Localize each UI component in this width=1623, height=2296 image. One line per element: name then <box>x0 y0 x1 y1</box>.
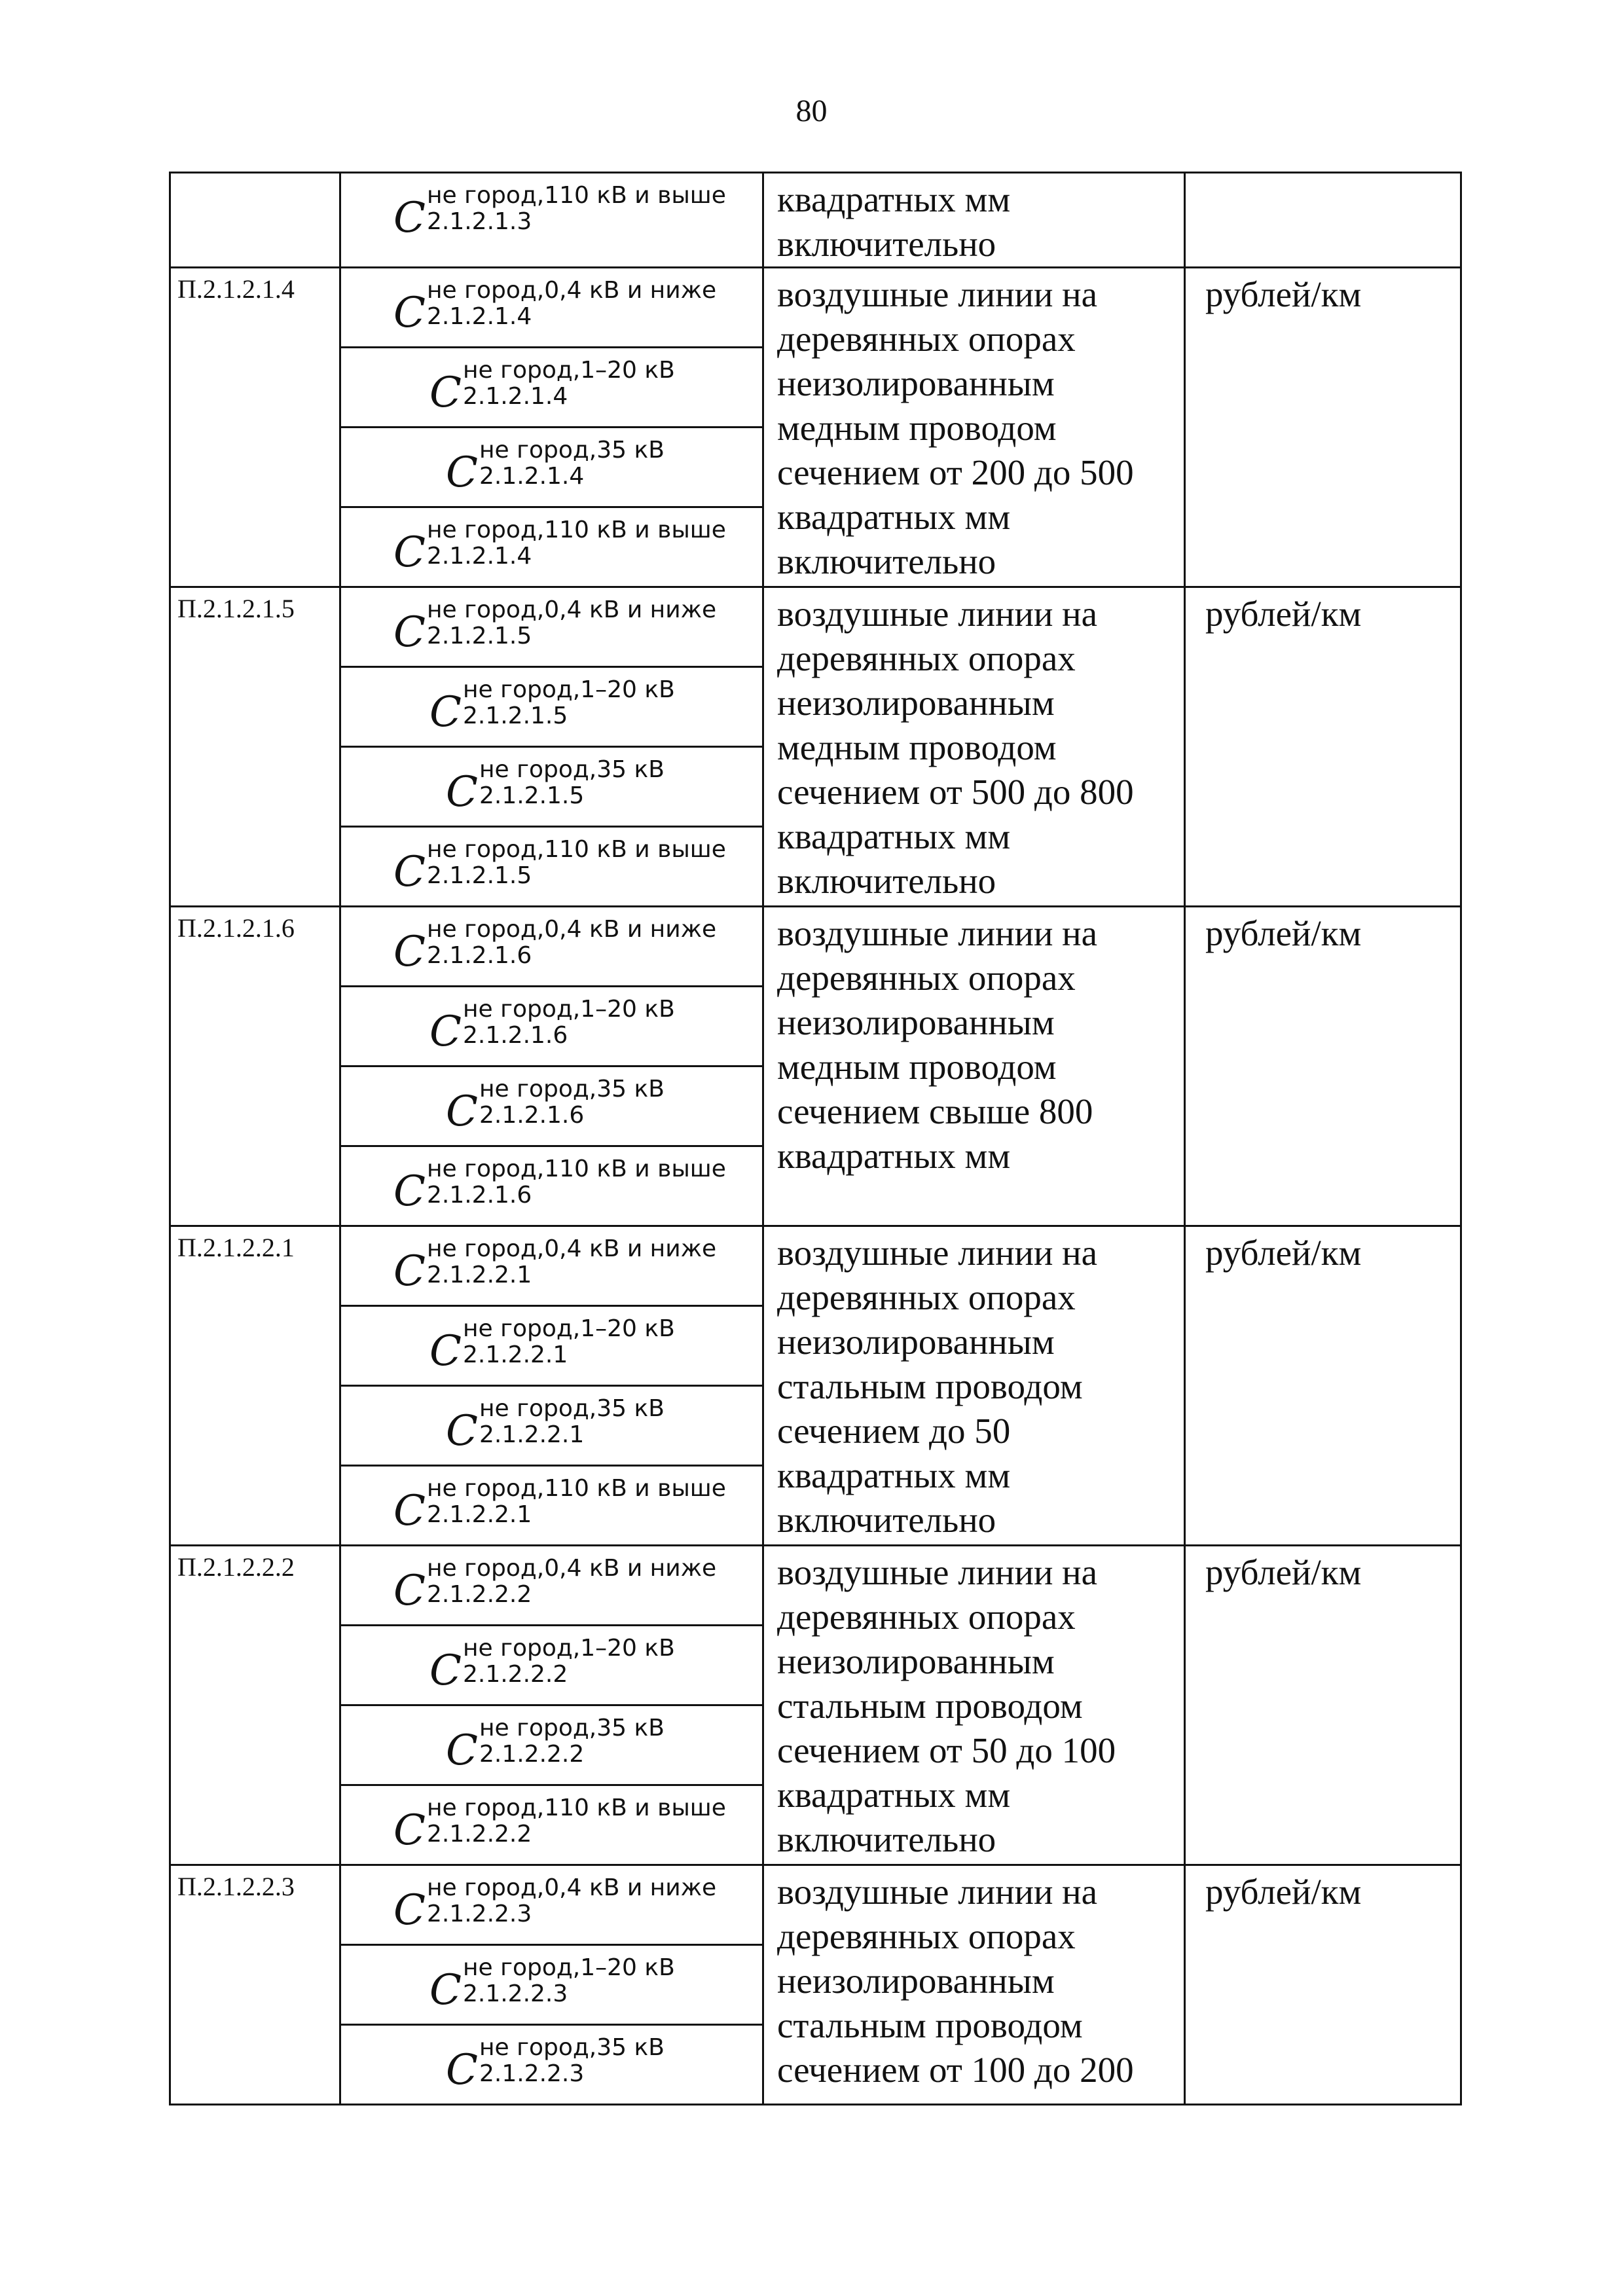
formula-cell <box>340 1785 763 1865</box>
row-description <box>763 1226 1185 1546</box>
formula-indices <box>427 1556 716 1608</box>
formula-cell <box>340 1386 763 1466</box>
cost-symbol: C <box>393 848 426 896</box>
formula-superscript: не город,0,4 кВ и ниже <box>426 277 717 304</box>
formula-superscript: не город,110 кВ и выше <box>426 1156 726 1182</box>
formula-indices <box>479 2035 665 2087</box>
cost-formula <box>341 668 762 746</box>
formula-superscript: не город,35 кВ <box>479 437 665 464</box>
formula-superscript: не город,35 кВ <box>479 1715 665 1741</box>
row-code: П.2.1.2.2.3 <box>170 1865 340 2105</box>
formula-cell <box>340 1306 763 1386</box>
formula-subscript: 2.1.2.1.4 <box>462 383 568 410</box>
row-unit: рублей/км <box>1185 907 1461 1226</box>
description-line: неизолированным <box>777 363 1055 403</box>
formula-subscript: 2.1.2.2.2 <box>426 1821 532 1848</box>
formula-subscript: 2.1.2.1.4 <box>479 463 585 490</box>
cost-formula <box>341 268 762 346</box>
formula-cell <box>340 507 763 587</box>
description-line: неизолированным <box>777 683 1055 723</box>
cost-symbol: C <box>393 1167 426 1216</box>
formula-subscript: 2.1.2.1.5 <box>426 623 532 649</box>
description-line: включительно <box>777 1819 996 1859</box>
cost-symbol: C <box>393 1247 426 1296</box>
formula-cell <box>340 827 763 907</box>
formula-indices <box>427 1156 726 1209</box>
formula-subscript: 2.1.2.1.6 <box>479 1102 585 1129</box>
formula-cell <box>340 987 763 1066</box>
formula-superscript: не город,1–20 кВ <box>462 1954 675 1981</box>
description-line: стальным проводом <box>777 2005 1083 2045</box>
formula-superscript: не город,0,4 кВ и ниже <box>426 596 717 623</box>
cost-formula <box>341 1387 762 1465</box>
formula-subscript: 2.1.2.1.6 <box>462 1022 568 1049</box>
table-row <box>170 1546 1461 1626</box>
cost-formula <box>341 1706 762 1784</box>
formula-indices <box>463 357 675 410</box>
formula-subscript: 2.1.2.1.5 <box>462 702 568 729</box>
description-line: деревянных опорах <box>777 958 1076 998</box>
description-line: неизолированным <box>777 1322 1055 1362</box>
cost-symbol: C <box>393 1886 426 1935</box>
formula-superscript: не город,110 кВ и выше <box>426 182 726 209</box>
description-line: медным проводом <box>777 408 1057 448</box>
cost-formula <box>341 1147 762 1225</box>
description-line: включительно <box>777 541 996 581</box>
description-line: сечением от 100 до 200 <box>777 2050 1134 2090</box>
description-line: деревянных опорах <box>777 319 1076 359</box>
formula-subscript: 2.1.2.2.1 <box>479 1421 585 1448</box>
table-row <box>170 173 1461 268</box>
cost-symbol: C <box>429 369 462 417</box>
formula-subscript: 2.1.2.2.3 <box>462 1980 568 2007</box>
formula-subscript: 2.1.2.2.2 <box>426 1581 532 1608</box>
cost-symbol: C <box>446 2046 478 2094</box>
cost-formula <box>341 508 762 586</box>
formula-subscript: 2.1.2.2.1 <box>426 1262 532 1288</box>
formula-cell <box>340 587 763 667</box>
formula-subscript: 2.1.2.1.4 <box>426 303 532 330</box>
formula-indices <box>479 437 665 490</box>
formula-subscript: 2.1.2.2.1 <box>462 1341 568 1368</box>
formula-superscript: не город,110 кВ и выше <box>426 1795 726 1821</box>
description-line: деревянных опорах <box>777 1597 1076 1637</box>
description-line: медным проводом <box>777 1047 1057 1087</box>
cost-formula <box>341 1866 762 1944</box>
formula-superscript: не город,1–20 кВ <box>462 1635 675 1662</box>
description-line: воздушные линии на <box>777 594 1097 634</box>
cost-formula <box>341 1546 762 1624</box>
formula-indices <box>427 1236 716 1288</box>
row-unit: рублей/км <box>1185 1865 1461 2105</box>
row-unit: рублей/км <box>1185 1226 1461 1546</box>
row-code: П.2.1.2.1.4 <box>170 268 340 587</box>
formula-cell <box>340 1146 763 1226</box>
formula-indices <box>427 517 726 570</box>
formula-indices <box>479 1715 665 1768</box>
formula-subscript: 2.1.2.2.2 <box>462 1661 568 1688</box>
formula-indices <box>463 996 675 1049</box>
cost-symbol: C <box>446 448 478 497</box>
cost-symbol: C <box>446 1726 478 1775</box>
cost-symbol: C <box>393 1806 426 1855</box>
formula-superscript: не город,35 кВ <box>479 1076 665 1102</box>
formula-cell <box>340 348 763 428</box>
formula-indices <box>479 1396 665 1448</box>
row-code <box>170 173 340 268</box>
table-row <box>170 587 1461 667</box>
cost-symbol: C <box>446 768 478 816</box>
description-line: квадратных мм <box>777 1136 1011 1176</box>
cost-formula <box>341 1067 762 1145</box>
formula-superscript: не город,110 кВ и выше <box>426 836 726 863</box>
description-line: деревянных опорах <box>777 1277 1076 1317</box>
formula-cell <box>340 173 763 268</box>
formula-superscript: не город,1–20 кВ <box>462 676 675 703</box>
cost-formula <box>341 1307 762 1385</box>
formula-indices <box>479 757 665 809</box>
formula-superscript: не город,1–20 кВ <box>462 996 675 1023</box>
formula-cell <box>340 1466 763 1546</box>
formula-indices <box>427 278 716 330</box>
row-unit <box>1185 173 1461 268</box>
table-row <box>170 1865 1461 1945</box>
formula-indices <box>427 917 716 969</box>
row-description <box>763 173 1185 268</box>
row-description <box>763 268 1185 587</box>
description-line: неизолированным <box>777 1961 1055 2001</box>
formula-cell <box>340 1066 763 1146</box>
cost-symbol: C <box>393 528 426 577</box>
description-line: стальным проводом <box>777 1366 1083 1406</box>
cost-formula <box>341 828 762 905</box>
description-line: медным проводом <box>777 727 1057 767</box>
cost-symbol: C <box>429 688 462 737</box>
formula-cell <box>340 1546 763 1626</box>
cost-formula <box>341 1786 762 1864</box>
formula-superscript: не город,35 кВ <box>479 2034 665 2061</box>
formula-indices <box>479 1076 665 1129</box>
description-line: воздушные линии на <box>777 1552 1097 1592</box>
row-description <box>763 587 1185 907</box>
formula-superscript: не город,110 кВ и выше <box>426 1475 726 1502</box>
cost-symbol: C <box>393 1487 426 1535</box>
cost-symbol: C <box>393 194 426 242</box>
formula-subscript: 2.1.2.1.6 <box>426 942 532 969</box>
page-number: 80 <box>795 94 828 128</box>
description-line: воздушные линии на <box>777 1233 1097 1273</box>
row-code: П.2.1.2.2.1 <box>170 1226 340 1546</box>
cost-formula <box>341 987 762 1065</box>
description-line: сечением от 50 до 100 <box>777 1730 1116 1770</box>
description-line: квадратных мм <box>777 1775 1011 1815</box>
formula-cell <box>340 1865 763 1945</box>
formula-cell <box>340 907 763 987</box>
cost-formula <box>341 173 762 266</box>
formula-subscript: 2.1.2.1.3 <box>426 208 532 235</box>
description-line: неизолированным <box>777 1641 1055 1681</box>
description-line: деревянных опорах <box>777 638 1076 678</box>
description-line: квадратных мм <box>777 1455 1011 1495</box>
table-row <box>170 268 1461 348</box>
cost-formula <box>341 907 762 985</box>
formula-cell <box>340 268 763 348</box>
cost-formula <box>341 1467 762 1544</box>
formula-superscript: не город,1–20 кВ <box>462 1315 675 1342</box>
formula-indices <box>427 1795 726 1848</box>
formula-subscript: 2.1.2.2.2 <box>479 1741 585 1768</box>
description-line: квадратных мм <box>777 816 1011 856</box>
formula-cell <box>340 1945 763 2025</box>
formula-subscript: 2.1.2.2.1 <box>426 1501 532 1528</box>
cost-symbol: C <box>429 1327 462 1376</box>
cost-formula <box>341 1227 762 1305</box>
cost-symbol: C <box>446 1087 478 1136</box>
cost-symbol: C <box>393 1567 426 1615</box>
formula-superscript: не город,0,4 кВ и ниже <box>426 1874 717 1901</box>
cost-formula <box>341 1626 762 1704</box>
row-unit: рублей/км <box>1185 587 1461 907</box>
formula-superscript: не город,1–20 кВ <box>462 357 675 384</box>
description-line: квадратных мм <box>777 179 1011 219</box>
table-row <box>170 1226 1461 1306</box>
cost-formula <box>341 588 762 666</box>
formula-indices <box>463 1635 675 1688</box>
formula-subscript: 2.1.2.1.6 <box>426 1182 532 1209</box>
formula-cell <box>340 2025 763 2105</box>
description-line: сечением от 500 до 800 <box>777 772 1134 812</box>
description-line: включительно <box>777 224 996 264</box>
formula-subscript: 2.1.2.1.5 <box>479 782 585 809</box>
cost-symbol: C <box>429 1647 462 1695</box>
formula-indices <box>427 1875 716 1927</box>
description-line: сечением от 200 до 500 <box>777 452 1134 492</box>
formula-superscript: не город,35 кВ <box>479 1395 665 1422</box>
formula-indices <box>427 183 726 235</box>
row-description <box>763 907 1185 1226</box>
formula-subscript: 2.1.2.2.3 <box>479 2060 585 2087</box>
formula-indices <box>463 677 675 729</box>
formula-superscript: не город,0,4 кВ и ниже <box>426 1555 717 1582</box>
formula-subscript: 2.1.2.2.3 <box>426 1901 532 1927</box>
description-line: неизолированным <box>777 1002 1055 1042</box>
description-line: сечением свыше 800 <box>777 1091 1093 1131</box>
formula-cell <box>340 1626 763 1705</box>
formula-cell <box>340 428 763 507</box>
formula-indices <box>427 1476 726 1528</box>
description-line: включительно <box>777 1500 996 1540</box>
table-row <box>170 907 1461 987</box>
cost-formula <box>341 2026 762 2104</box>
tariff-table <box>169 172 1462 2105</box>
cost-formula <box>341 348 762 426</box>
formula-indices <box>427 837 726 889</box>
row-unit: рублей/км <box>1185 1546 1461 1865</box>
cost-symbol: C <box>429 1966 462 2014</box>
row-description <box>763 1546 1185 1865</box>
formula-cell <box>340 1226 763 1306</box>
cost-formula <box>341 1946 762 2024</box>
formula-superscript: не город,35 кВ <box>479 756 665 783</box>
row-code: П.2.1.2.1.6 <box>170 907 340 1226</box>
row-unit: рублей/км <box>1185 268 1461 587</box>
cost-formula <box>341 428 762 506</box>
cost-formula <box>341 748 762 826</box>
row-description <box>763 1865 1185 2105</box>
cost-symbol: C <box>429 1008 462 1056</box>
formula-cell <box>340 747 763 827</box>
formula-cell <box>340 1705 763 1785</box>
cost-symbol: C <box>393 928 426 976</box>
row-code: П.2.1.2.2.2 <box>170 1546 340 1865</box>
description-line: квадратных мм <box>777 497 1011 537</box>
description-line: воздушные линии на <box>777 1872 1097 1912</box>
formula-superscript: не город,110 кВ и выше <box>426 517 726 543</box>
description-line: воздушные линии на <box>777 274 1097 314</box>
formula-subscript: 2.1.2.1.4 <box>426 543 532 570</box>
cost-symbol: C <box>446 1407 478 1455</box>
description-line: воздушные линии на <box>777 913 1097 953</box>
description-line: включительно <box>777 861 996 901</box>
description-line: деревянных опорах <box>777 1916 1076 1956</box>
cost-symbol: C <box>393 289 426 337</box>
formula-superscript: не город,0,4 кВ и ниже <box>426 1235 717 1262</box>
formula-subscript: 2.1.2.1.5 <box>426 862 532 889</box>
cost-symbol: C <box>393 608 426 657</box>
formula-superscript: не город,0,4 кВ и ниже <box>426 916 717 943</box>
formula-indices <box>427 597 716 649</box>
formula-cell <box>340 667 763 747</box>
description-line: сечением до 50 <box>777 1411 1011 1451</box>
description-line: стальным проводом <box>777 1686 1083 1726</box>
formula-indices <box>463 1955 675 2007</box>
row-code: П.2.1.2.1.5 <box>170 587 340 907</box>
formula-indices <box>463 1316 675 1368</box>
